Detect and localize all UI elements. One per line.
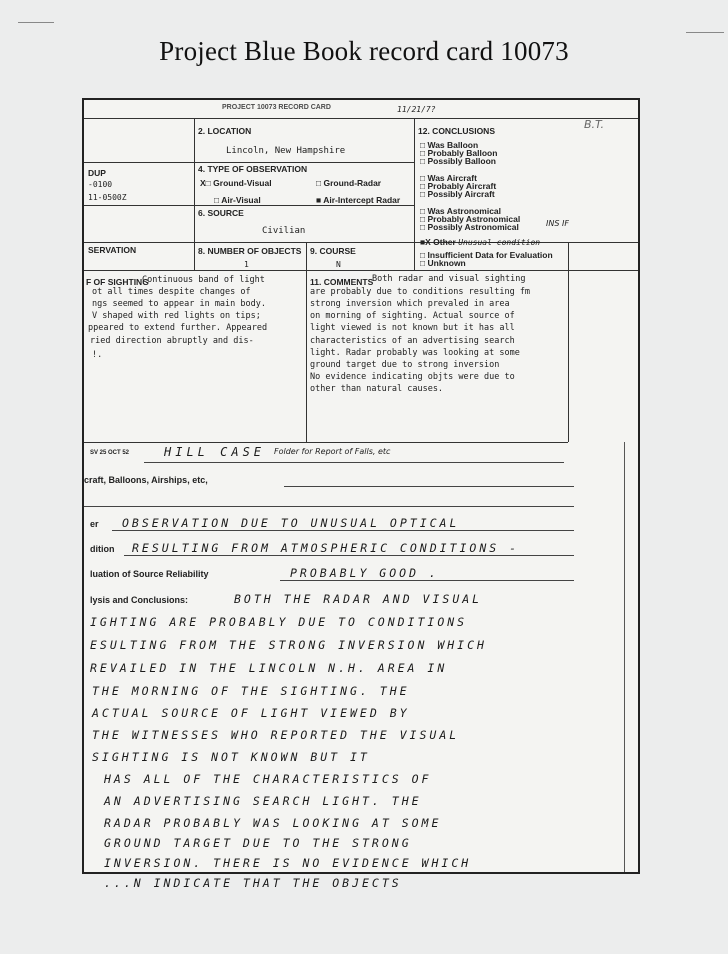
- comments-label: 11. COMMENTS: [310, 277, 374, 287]
- grid-line: [306, 270, 307, 442]
- conclusion-item: □ Probably Astronomical: [420, 214, 521, 224]
- grid-line: [306, 242, 307, 270]
- corner-mark-left: [18, 22, 54, 23]
- grid-line: [84, 205, 414, 206]
- corner-mark-right: [686, 32, 724, 33]
- analysis-line: REVAILED IN THE LINCOLN N.H. AREA IN: [90, 661, 448, 675]
- analysis-line: SIGHTING IS NOT KNOWN BUT IT: [92, 750, 370, 764]
- other-value: Unusual condition: [458, 238, 541, 247]
- conclusion-item: □ Was Aircraft: [420, 173, 477, 183]
- comments-line: other than natural causes.: [310, 384, 444, 394]
- sighting-line: ot all times despite changes of: [92, 287, 251, 297]
- conclusion-item: □ Possibly Balloon: [420, 156, 496, 166]
- grid-line: [84, 270, 638, 271]
- header-date: 11/21/7?: [397, 105, 436, 114]
- reliability-underline: [280, 580, 574, 581]
- comments-line: on morning of sighting. Actual source of: [310, 311, 515, 321]
- lower-border: [624, 442, 625, 872]
- analysis-line: GROUND TARGET DUE TO THE STRONG: [104, 836, 412, 850]
- case-underline: [144, 462, 564, 463]
- left-fragment: SERVATION: [88, 245, 137, 255]
- sighting-line: ngs seemed to appear in main body.: [92, 299, 266, 309]
- comments-line: No evidence indicating objts were due to: [310, 372, 515, 382]
- grid-line: [414, 118, 415, 270]
- conclusion-item: □ Insufficient Data for Evaluation: [420, 250, 553, 260]
- conclusion-item: □ Was Astronomical: [420, 206, 502, 216]
- comments-line: light viewed is not known but it has all: [310, 323, 515, 333]
- analysis-line: INVERSION. THERE IS NO EVIDENCE WHICH: [104, 856, 472, 870]
- conclusion-item: □ Probably Balloon: [420, 148, 498, 158]
- conclusion-item: □ Possibly Astronomical: [420, 222, 519, 232]
- sighting-label: F OF SIGHTING: [86, 277, 149, 287]
- conclusion-item-other: ■X Other Unusual condition: [420, 237, 541, 247]
- case-note: Folder for Report of Falls, etc: [274, 447, 391, 456]
- analysis-line: RADAR PROBABLY WAS LOOKING AT SOME: [104, 816, 442, 830]
- conclusion-item: □ Probably Aircraft: [420, 181, 497, 191]
- corner-note: B.T.: [584, 118, 604, 131]
- analysis-line: THE MORNING OF THE SIGHTING. THE: [92, 684, 410, 698]
- condition-underline: [124, 555, 574, 556]
- course-value: N: [336, 260, 341, 269]
- grid-line: [194, 118, 195, 270]
- course-label: 9. COURSE: [310, 246, 356, 256]
- condition-label: dition: [90, 544, 115, 554]
- grid-line: [84, 162, 414, 163]
- comments-line: are probably due to conditions resulting fm: [310, 287, 531, 297]
- source-value: Civilian: [262, 226, 306, 236]
- location-value: Lincoln, New Hampshire: [226, 146, 346, 156]
- grid-line: [84, 442, 568, 443]
- type-option-air-visual: □ Air-Visual: [214, 195, 261, 205]
- comments-line: Both radar and visual sighting: [372, 274, 526, 284]
- source-label: 6. SOURCE: [198, 208, 244, 218]
- left-fragment: 11-0500Z: [88, 193, 127, 202]
- aircraft-line: craft, Balloons, Airships, etc,: [84, 475, 208, 485]
- num-objects-value: 1: [244, 260, 249, 269]
- observation-underline: [112, 530, 574, 531]
- type-label: 4. TYPE OF OBSERVATION: [198, 164, 308, 174]
- grid-line: [568, 242, 569, 442]
- analysis-line: ...N INDICATE THAT THE OBJECTS: [104, 876, 402, 890]
- comments-line: strong inversion which prevaled in area: [310, 299, 510, 309]
- condition-value: RESULTING FROM ATMOSPHERIC CONDITIONS -: [132, 541, 520, 555]
- page-title: Project Blue Book record card 10073: [159, 36, 569, 66]
- sighting-line: ppeared to extend further. Appeared: [88, 323, 268, 333]
- analysis-label: lysis and Conclusions:: [90, 595, 189, 605]
- analysis-line: ESULTING FROM THE STRONG INVERSION WHICH: [90, 638, 487, 652]
- form-title: PROJECT 10073 RECORD CARD: [222, 104, 331, 111]
- analysis-line: AN ADVERTISING SEARCH LIGHT. THE: [104, 794, 422, 808]
- stamp: SV 25 OCT 52: [90, 450, 130, 456]
- comments-line: ground target due to strong inversion: [310, 360, 500, 370]
- comments-line: characteristics of an advertising search: [310, 336, 515, 346]
- analysis-line: BOTH THE RADAR AND VISUAL: [234, 592, 483, 606]
- location-label: 2. LOCATION: [198, 126, 252, 136]
- blank-rule: [84, 506, 574, 507]
- header-rule: [84, 118, 638, 119]
- comments-line: light. Radar probably was looking at some: [310, 348, 520, 358]
- type-option-ground-visual: X□ Ground-Visual: [200, 178, 272, 188]
- type-option-air-intercept: ■ Air-Intercept Radar: [316, 195, 401, 205]
- reliability-label: luation of Source Reliability: [90, 569, 209, 579]
- record-card: [82, 98, 640, 890]
- sighting-line: V shaped with red lights on tips;: [92, 311, 261, 321]
- case-label: HILL CASE: [164, 445, 266, 459]
- analysis-line: ACTUAL SOURCE OF LIGHT VIEWED BY: [92, 706, 410, 720]
- num-objects-label: 8. NUMBER OF OBJECTS: [198, 246, 302, 256]
- conclusion-margin-note: INS IF: [546, 219, 569, 228]
- sighting-line: !.: [92, 350, 103, 360]
- reliability-value: PROBABLY GOOD .: [290, 566, 439, 580]
- type-option-ground-radar: □ Ground-Radar: [316, 178, 382, 188]
- conclusions-label: 12. CONCLUSIONS: [418, 126, 495, 136]
- analysis-line: THE WITNESSES WHO REPORTED THE VISUAL: [92, 728, 460, 742]
- observation-value: OBSERVATION DUE TO UNUSUAL OPTICAL: [122, 516, 460, 530]
- aircraft-underline: [284, 486, 574, 487]
- observation-label: er: [90, 519, 99, 529]
- analysis-line: HAS ALL OF THE CHARACTERISTICS OF: [104, 772, 432, 786]
- conclusion-item: □ Possibly Aircraft: [420, 189, 495, 199]
- conclusion-item: □ Unknown: [420, 258, 466, 268]
- conclusion-item: □ Was Balloon: [420, 140, 479, 150]
- left-fragment: DUP: [88, 168, 106, 178]
- left-fragment: -0100: [88, 180, 113, 189]
- grid-line: [84, 242, 638, 243]
- sighting-line: ried direction abruptly and dis-: [90, 336, 254, 346]
- sighting-line: Continuous band of light: [142, 275, 265, 285]
- analysis-line: IGHTING ARE PROBABLY DUE TO CONDITIONS: [90, 615, 468, 629]
